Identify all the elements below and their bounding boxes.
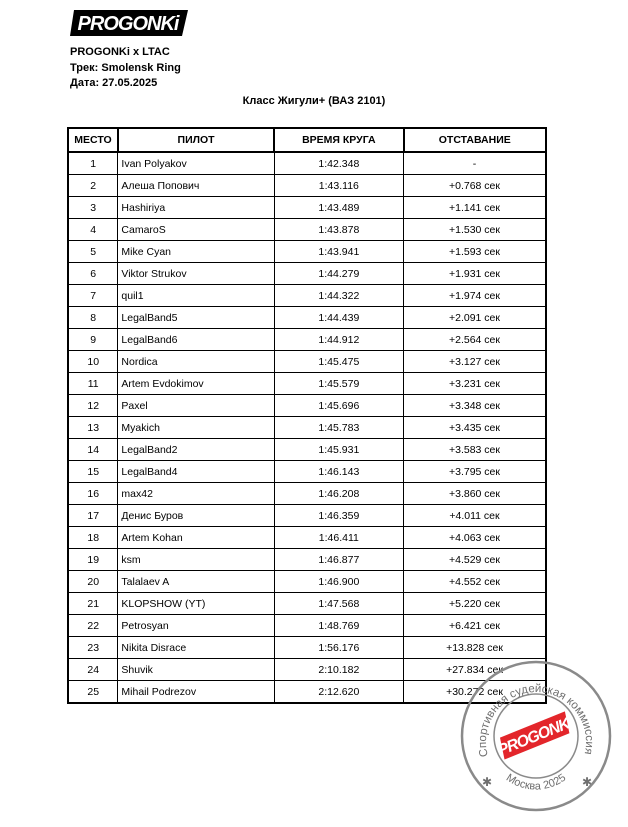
cell-position: 20 [68, 571, 118, 593]
cell-gap: +27.834 сек [404, 659, 547, 681]
cell-lap-time: 1:43.941 [274, 241, 403, 263]
cell-gap: +1.530 сек [404, 219, 547, 241]
cell-pilot: LegalBand6 [118, 329, 274, 351]
cell-pilot: Paxel [118, 395, 274, 417]
cell-gap: +30.272 сек [404, 681, 547, 704]
cell-pilot: Алеша Попович [118, 175, 274, 197]
cell-lap-time: 1:45.579 [274, 373, 403, 395]
seal-logo [494, 710, 577, 761]
column-header-lap-time: ВРЕМЯ КРУГА [274, 128, 403, 152]
cell-pilot: Myakich [118, 417, 274, 439]
cell-position: 21 [68, 593, 118, 615]
cell-position: 19 [68, 549, 118, 571]
track-line: Трек: Smolensk Ring [70, 61, 181, 74]
table-row [68, 593, 546, 615]
cell-gap: +4.011 сек [404, 505, 547, 527]
cell-position: 1 [68, 152, 118, 175]
cell-position: 13 [68, 417, 118, 439]
results-body [68, 152, 546, 703]
class-title: Класс Жигули+ (ВАЗ 2101) [242, 95, 386, 107]
cell-position: 7 [68, 285, 118, 307]
cell-gap: +1.593 сек [404, 241, 547, 263]
column-header-pilot: ПИЛОТ [118, 128, 274, 152]
table-row [68, 505, 546, 527]
cell-pilot: LegalBand2 [118, 439, 274, 461]
table-row [68, 439, 546, 461]
cell-position: 3 [68, 197, 118, 219]
table-row [68, 395, 546, 417]
cell-gap: +4.552 сек [404, 571, 547, 593]
cell-gap: +3.231 сек [404, 373, 547, 395]
cell-pilot: Nikita Disrace [118, 637, 274, 659]
table-row [68, 307, 546, 329]
cell-pilot: LegalBand4 [118, 461, 274, 483]
cell-gap: +4.063 сек [404, 527, 547, 549]
cell-gap: +2.091 сек [404, 307, 547, 329]
cell-position: 15 [68, 461, 118, 483]
cell-lap-time: 1:46.143 [274, 461, 403, 483]
cell-gap: +3.435 сек [404, 417, 547, 439]
cell-position: 11 [68, 373, 118, 395]
logo-text: PROGONKi [77, 13, 179, 35]
cell-position: 2 [68, 175, 118, 197]
table-row [68, 527, 546, 549]
table-row [68, 571, 546, 593]
event-title: PROGONKi x LTAC [70, 46, 170, 58]
results-table [67, 127, 547, 704]
table-header-row [68, 128, 546, 152]
cell-lap-time: 1:42.348 [274, 152, 403, 175]
cell-pilot: CamaroS [118, 219, 274, 241]
cell-gap: +3.860 сек [404, 483, 547, 505]
cell-lap-time: 1:46.208 [274, 483, 403, 505]
cell-pilot: Petrosyan [118, 615, 274, 637]
column-header-position: МЕСТО [68, 128, 118, 152]
cell-pilot: Talalaev A [118, 571, 274, 593]
cell-position: 22 [68, 615, 118, 637]
table-row [68, 417, 546, 439]
cell-gap: +4.529 сек [404, 549, 547, 571]
cell-pilot: Shuvik [118, 659, 274, 681]
cell-gap: +3.583 сек [404, 439, 547, 461]
cell-pilot: Viktor Strukov [118, 263, 274, 285]
cell-gap: +3.348 сек [404, 395, 547, 417]
cell-gap: +2.564 сек [404, 329, 547, 351]
cell-gap: - [404, 152, 547, 175]
seal-ring-text: Спортивная судейская коммиссия [476, 682, 596, 758]
cell-lap-time: 1:44.279 [274, 263, 403, 285]
date-line: Дата: 27.05.2025 [70, 77, 158, 89]
table-row [68, 483, 546, 505]
cell-lap-time: 1:46.359 [274, 505, 403, 527]
judges-seal-stamp [460, 660, 612, 812]
cell-lap-time: 1:56.176 [274, 637, 403, 659]
cell-pilot: Ivan Polyakov [118, 152, 274, 175]
cell-lap-time: 1:46.900 [274, 571, 403, 593]
seal-bottom-text: Москва 2025 [503, 771, 569, 793]
cell-lap-time: 1:46.411 [274, 527, 403, 549]
cell-position: 5 [68, 241, 118, 263]
cell-lap-time: 1:45.783 [274, 417, 403, 439]
cell-pilot: max42 [118, 483, 274, 505]
cell-lap-time: 1:43.489 [274, 197, 403, 219]
cell-pilot: quil1 [118, 285, 274, 307]
cell-position: 8 [68, 307, 118, 329]
table-row [68, 637, 546, 659]
cell-gap: +1.141 сек [404, 197, 547, 219]
table-row [68, 197, 546, 219]
cell-position: 6 [68, 263, 118, 285]
cell-position: 16 [68, 483, 118, 505]
table-row [68, 175, 546, 197]
cell-position: 12 [68, 395, 118, 417]
table-row [68, 549, 546, 571]
cell-pilot: LegalBand5 [118, 307, 274, 329]
cell-pilot: Mike Cyan [118, 241, 274, 263]
cell-gap: +3.127 сек [404, 351, 547, 373]
table-row [68, 285, 546, 307]
cell-position: 14 [68, 439, 118, 461]
cell-lap-time: 1:44.439 [274, 307, 403, 329]
table-row [68, 219, 546, 241]
cell-pilot: Mihail Podrezov [118, 681, 274, 704]
table-row [68, 329, 546, 351]
cell-position: 4 [68, 219, 118, 241]
cell-pilot: Artem Evdokimov [118, 373, 274, 395]
cell-gap: +13.828 сек [404, 637, 547, 659]
progonki-logo [70, 8, 190, 38]
column-header-gap: ОТСТАВАНИЕ [404, 128, 547, 152]
cell-lap-time: 1:44.322 [274, 285, 403, 307]
cell-lap-time: 1:47.568 [274, 593, 403, 615]
cell-lap-time: 2:10.182 [274, 659, 403, 681]
cell-pilot: Денис Буров [118, 505, 274, 527]
cell-position: 23 [68, 637, 118, 659]
seal-star-icon-left: ✱ [482, 775, 493, 789]
cell-gap: +5.220 сек [404, 593, 547, 615]
table-row [68, 461, 546, 483]
cell-lap-time: 1:45.475 [274, 351, 403, 373]
cell-position: 18 [68, 527, 118, 549]
cell-lap-time: 1:48.769 [274, 615, 403, 637]
cell-lap-time: 1:43.116 [274, 175, 403, 197]
cell-gap: +6.421 сек [404, 615, 547, 637]
cell-position: 24 [68, 659, 118, 681]
table-row [68, 263, 546, 285]
cell-position: 9 [68, 329, 118, 351]
event-info [70, 45, 181, 92]
cell-gap: +1.931 сек [404, 263, 547, 285]
seal-star-icon-right: ✱ [582, 775, 593, 789]
cell-lap-time: 1:46.877 [274, 549, 403, 571]
cell-gap: +3.795 сек [404, 461, 547, 483]
cell-position: 17 [68, 505, 118, 527]
cell-pilot: ksm [118, 549, 274, 571]
cell-pilot: KLOPSHOW (YT) [118, 593, 274, 615]
table-row [68, 373, 546, 395]
cell-gap: +0.768 сек [404, 175, 547, 197]
cell-position: 10 [68, 351, 118, 373]
cell-gap: +1.974 сек [404, 285, 547, 307]
table-row [68, 615, 546, 637]
cell-lap-time: 1:45.931 [274, 439, 403, 461]
seal-logo-text: PROGONKi [495, 714, 576, 760]
table-row [68, 241, 546, 263]
cell-lap-time: 2:12.620 [274, 681, 403, 704]
cell-lap-time: 1:44.912 [274, 329, 403, 351]
table-row [68, 351, 546, 373]
cell-pilot: Nordica [118, 351, 274, 373]
cell-pilot: Artem Kohan [118, 527, 274, 549]
cell-lap-time: 1:45.696 [274, 395, 403, 417]
cell-position: 25 [68, 681, 118, 704]
cell-lap-time: 1:43.878 [274, 219, 403, 241]
cell-pilot: Hashiriya [118, 197, 274, 219]
table-row [68, 152, 546, 175]
